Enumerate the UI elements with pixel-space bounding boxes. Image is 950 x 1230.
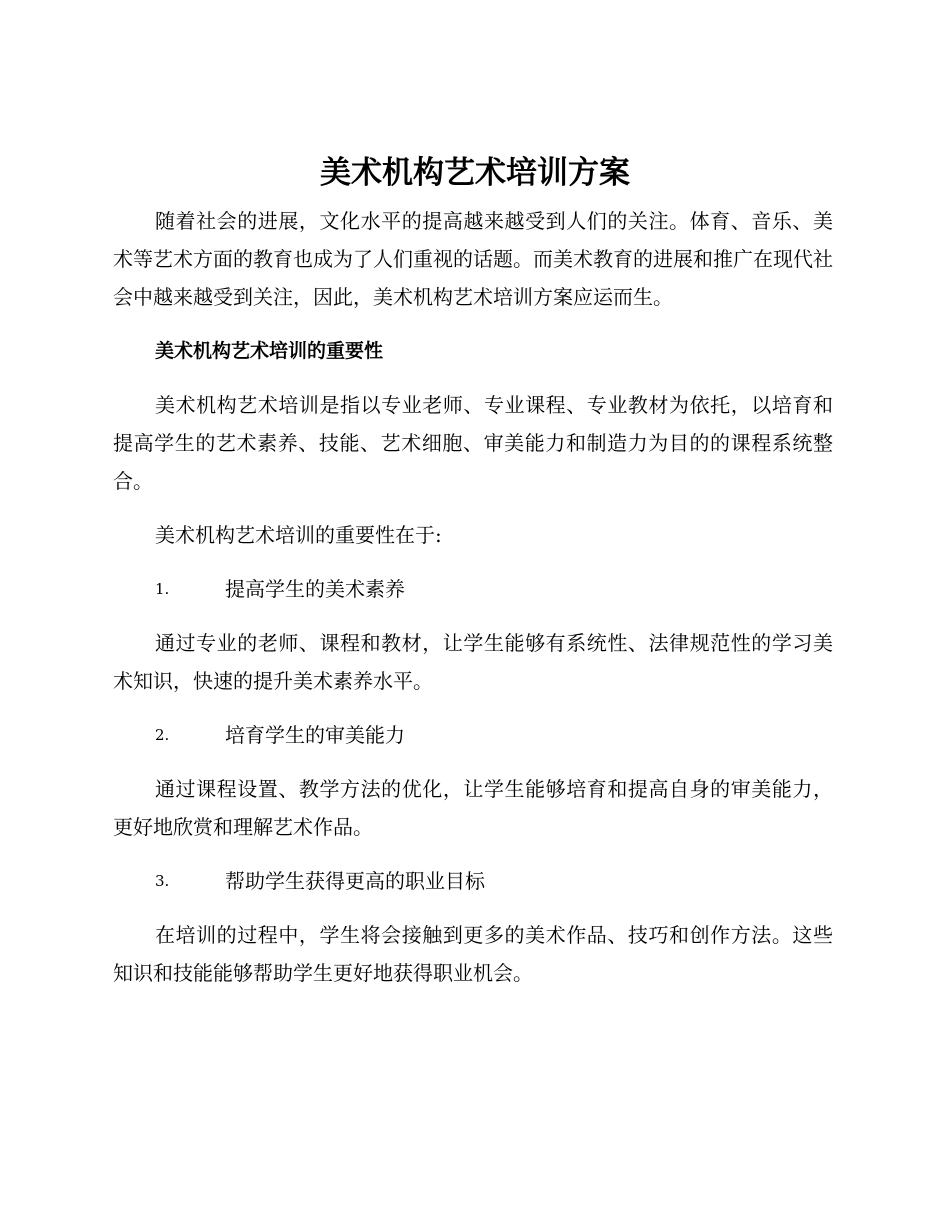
list-item-title: 帮助学生获得更高的职业目标 <box>225 869 485 893</box>
list-item-body: 通过专业的老师、课程和教材，让学生能够有系统性、法律规范性的学习美术知识，快速的提升美术素养水平。 <box>113 631 833 693</box>
section-heading: 美术机构艺术培训的重要性 <box>155 340 384 362</box>
list-item-body: 在培训的过程中，学生将会接触到更多的美术作品、技巧和创作方法。这些知识和技能能够帮助学生更好地获得职业机会。 <box>113 923 833 985</box>
list-item-3 <box>113 862 833 900</box>
list-number: 2. <box>155 726 170 744</box>
list-item-body: 通过课程设置、教学方法的优化，让学生能够培育和提高自身的审美能力，更好地欣赏和理解艺术作品。 <box>113 777 833 839</box>
list-item-title: 提高学生的美术素养 <box>225 577 405 601</box>
document-body <box>113 202 833 992</box>
importance-lead-paragraph: 美术机构艺术培训的重要性在于: <box>155 523 442 547</box>
definition-paragraph: 美术机构艺术培训是指以专业老师、专业课程、专业教材为依托，以培育和提高学生的艺术素养、技能、艺术细胞、审美能力和制造力为目的的课程系统整合。 <box>113 393 833 493</box>
list-item-1 <box>113 570 833 608</box>
intro-paragraph: 随着社会的进展，文化水平的提高越来越受到人们的关注。体育、音乐、美术等艺术方面的教育也成为了人们重视的话题。而美术教育的进展和推广在现代社会中越来越受到关注，因此，美术机构艺术培训方案应运而生。 <box>113 209 833 309</box>
list-number: 3. <box>155 872 170 890</box>
list-item-2 <box>113 716 833 754</box>
list-number: 1. <box>155 580 170 598</box>
document-title: 美术机构艺术培训方案 <box>320 155 630 191</box>
list-item-title: 培育学生的审美能力 <box>225 723 405 747</box>
